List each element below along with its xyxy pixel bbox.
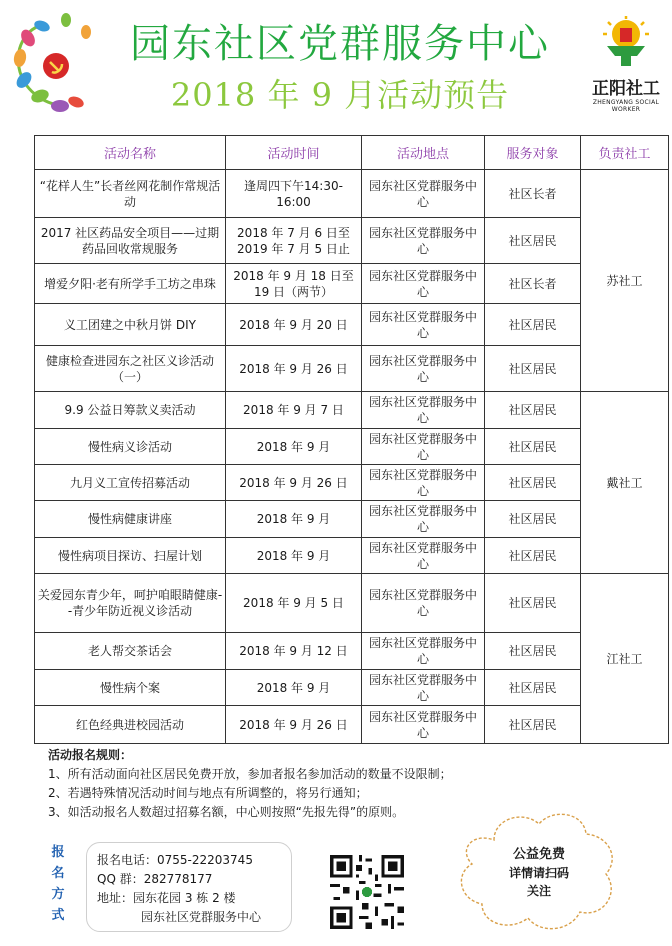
cell-service-target: 社区长者 bbox=[485, 264, 581, 304]
cell-activity-name: 慢性病个案 bbox=[35, 670, 226, 706]
cell-activity-time: 2018 年 9 月 bbox=[226, 429, 362, 465]
cell-service-target: 社区居民 bbox=[485, 346, 581, 392]
zhengyang-logo bbox=[586, 16, 666, 112]
cell-activity-name: “花样人生”长者丝网花制作常规活动 bbox=[35, 170, 226, 218]
cell-activity-location: 园东社区党群服务中心 bbox=[362, 264, 485, 304]
table-row bbox=[35, 304, 669, 346]
header-activity-name: 活动名称 bbox=[35, 136, 226, 170]
cell-activity-time: 2018 年 9 月 26 日 bbox=[226, 465, 362, 501]
cell-activity-location: 园东社区党群服务中心 bbox=[362, 218, 485, 264]
activity-schedule-table bbox=[34, 135, 669, 744]
qr-code-icon[interactable] bbox=[327, 852, 407, 932]
table-row bbox=[35, 670, 669, 706]
cloud-line-free: 公益免费 bbox=[512, 847, 565, 862]
cell-social-worker-su: 苏社工 bbox=[581, 170, 669, 392]
address: 地址：园东花园 3 栋 2 楼 bbox=[97, 891, 236, 905]
cell-activity-location: 园东社区党群服务中心 bbox=[362, 429, 485, 465]
cell-service-target: 社区居民 bbox=[485, 501, 581, 538]
cell-activity-name: 慢性病义诊活动 bbox=[35, 429, 226, 465]
signup-phone: 报名电话：0755-22203745 bbox=[97, 853, 253, 867]
cell-service-target: 社区居民 bbox=[485, 465, 581, 501]
cell-activity-location: 园东社区党群服务中心 bbox=[362, 538, 485, 574]
contact-info-box bbox=[86, 842, 292, 932]
cell-activity-name: 老人帮交茶话会 bbox=[35, 633, 226, 670]
table-row bbox=[35, 633, 669, 670]
rule-item: 1、所有活动面向社区居民免费开放，参加者报名参加活动的数量不设限制； bbox=[48, 767, 452, 781]
page-subtitle: 2018 年 9 月活动预告 bbox=[170, 76, 510, 114]
header-activity-time: 活动时间 bbox=[226, 136, 362, 170]
rule-item: 2、若遇特殊情况活动时间与地点有所调整的，将另行通知； bbox=[48, 786, 368, 800]
cell-activity-name: 2017 社区药品安全项目——过期药品回收常规服务 bbox=[35, 218, 226, 264]
table-row bbox=[35, 538, 669, 574]
rule-item: 3、如活动报名人数超过招募名额，中心则按照“先报先得”的原则。 bbox=[48, 805, 405, 819]
cloud-text bbox=[454, 846, 624, 900]
cell-activity-name: 义工团建之中秋月饼 DIY bbox=[35, 304, 226, 346]
table-header-row bbox=[35, 136, 669, 170]
cell-activity-location: 园东社区党群服务中心 bbox=[362, 465, 485, 501]
cell-activity-location: 园东社区党群服务中心 bbox=[362, 574, 485, 633]
header-activity-location: 活动地点 bbox=[362, 136, 485, 170]
cell-activity-time: 2018 年 9 月 12 日 bbox=[226, 633, 362, 670]
logo-english-name: ZHENGYANG SOCIAL WORKER bbox=[592, 99, 660, 113]
cell-activity-location: 园东社区党群服务中心 bbox=[362, 706, 485, 744]
cell-service-target: 社区居民 bbox=[485, 392, 581, 429]
cell-activity-time: 2018 年 9 月 bbox=[226, 670, 362, 706]
cell-activity-name: 慢性病项目探访、扫屋计划 bbox=[35, 538, 226, 574]
party-wreath-decoration bbox=[6, 10, 102, 120]
cloud-line-scan: 详情请扫码 bbox=[508, 866, 569, 880]
cell-activity-location: 园东社区党群服务中心 bbox=[362, 501, 485, 538]
table-row bbox=[35, 264, 669, 304]
cell-activity-location: 园东社区党群服务中心 bbox=[362, 633, 485, 670]
cloud-line-follow: 关注 bbox=[526, 884, 551, 898]
table-row bbox=[35, 706, 669, 744]
table-row bbox=[35, 574, 669, 633]
cell-activity-name: 增爱夕阳·老有所学手工坊之串珠 bbox=[35, 264, 226, 304]
cell-social-worker-dai: 戴社工 bbox=[581, 392, 669, 574]
cell-activity-time: 2018 年 9 月 bbox=[226, 538, 362, 574]
cell-service-target: 社区居民 bbox=[485, 670, 581, 706]
cell-activity-time: 2018 年 9 月 5 日 bbox=[226, 574, 362, 633]
table-row bbox=[35, 465, 669, 501]
cell-service-target: 社区居民 bbox=[485, 218, 581, 264]
qq-group: QQ 群：282778177 bbox=[97, 872, 213, 886]
zhengyang-emblem-icon bbox=[603, 16, 649, 68]
table-row bbox=[35, 429, 669, 465]
cell-activity-name: 关爱园东青少年，呵护咱眼睛健康--青少年防近视义诊活动 bbox=[35, 574, 226, 633]
address-line-2: 园东社区党群服务中心 bbox=[141, 910, 262, 924]
cell-service-target: 社区居民 bbox=[485, 706, 581, 744]
cell-activity-name: 9.9 公益日筹款义卖活动 bbox=[35, 392, 226, 429]
cell-activity-name: 健康检查进园东之社区义诊活动（一） bbox=[35, 346, 226, 392]
cell-activity-name: 慢性病健康讲座 bbox=[35, 501, 226, 538]
cell-activity-location: 园东社区党群服务中心 bbox=[362, 392, 485, 429]
page-title: 园东社区党群服务中心 bbox=[130, 21, 550, 67]
cell-service-target: 社区居民 bbox=[485, 304, 581, 346]
logo-chinese-name: 正阳社工 bbox=[592, 79, 660, 99]
header bbox=[0, 0, 672, 128]
cell-service-target: 社区居民 bbox=[485, 429, 581, 465]
cell-activity-time: 逢周四下午14:30-16:00 bbox=[226, 170, 362, 218]
cell-activity-time: 2018 年 9 月 7 日 bbox=[226, 392, 362, 429]
rules-title: 活动报名规则： bbox=[48, 748, 133, 762]
cell-service-target: 社区长者 bbox=[485, 170, 581, 218]
cell-service-target: 社区居民 bbox=[485, 574, 581, 633]
header-service-target: 服务对象 bbox=[485, 136, 581, 170]
cell-activity-location: 园东社区党群服务中心 bbox=[362, 346, 485, 392]
cell-service-target: 社区居民 bbox=[485, 633, 581, 670]
table-row bbox=[35, 218, 669, 264]
table-row bbox=[35, 392, 669, 429]
cell-activity-location: 园东社区党群服务中心 bbox=[362, 304, 485, 346]
cell-activity-location: 园东社区党群服务中心 bbox=[362, 170, 485, 218]
cell-social-worker-jiang: 江社工 bbox=[581, 574, 669, 744]
table-row bbox=[35, 170, 669, 218]
header-social-worker: 负责社工 bbox=[581, 136, 669, 170]
cell-activity-time: 2018 年 9 月 18 日至 19 日（两节） bbox=[226, 264, 362, 304]
cell-service-target: 社区居民 bbox=[485, 538, 581, 574]
cell-activity-location: 园东社区党群服务中心 bbox=[362, 670, 485, 706]
cell-activity-time: 2018 年 9 月 bbox=[226, 501, 362, 538]
signup-method-label: 报名方式 bbox=[51, 845, 65, 923]
cell-activity-time: 2018 年 9 月 26 日 bbox=[226, 706, 362, 744]
cell-activity-time: 2018 年 9 月 20 日 bbox=[226, 304, 362, 346]
cell-activity-time: 2018 年 9 月 26 日 bbox=[226, 346, 362, 392]
cell-activity-name: 九月义工宣传招募活动 bbox=[35, 465, 226, 501]
table-row bbox=[35, 346, 669, 392]
cell-activity-name: 红色经典进校园活动 bbox=[35, 706, 226, 744]
cell-activity-time: 2018 年 7 月 6 日至 2019 年 7 月 5 日止 bbox=[226, 218, 362, 264]
table-row bbox=[35, 501, 669, 538]
